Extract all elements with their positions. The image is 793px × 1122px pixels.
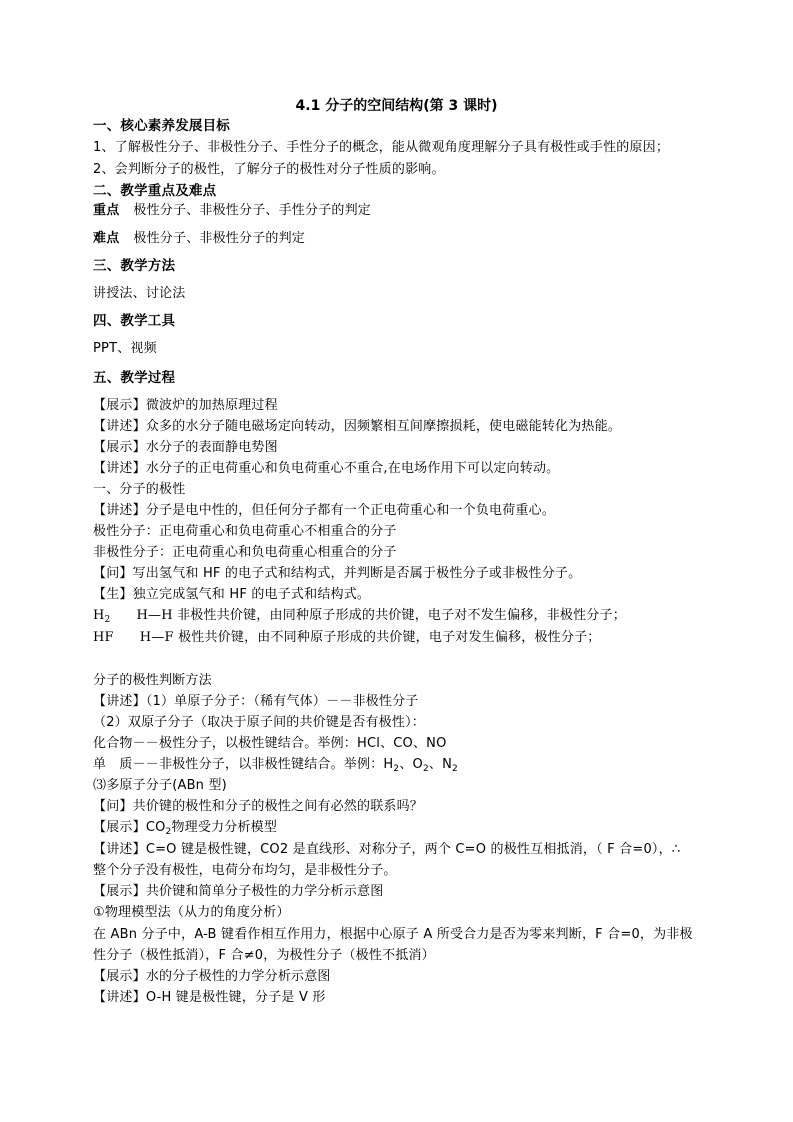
line-tag: 【讲述】 [93,419,146,434]
hf-formula: HF [93,630,114,645]
physical-model-heading: ①物理模型法（从力的角度分析） [93,905,290,920]
line-text: 众多的水分子随电磁场定向转动，因频繁相互间摩擦损耗，使电磁能转化为热能。 [145,419,622,434]
abn-explanation-1: 在 ABn 分子中，A-B 键看作相互作用力，根据中心原子 A 所受合力是否为零来判断，F 合=0，为非极 [93,927,693,942]
process-line [93,501,555,521]
teaching-method-text: 讲授法、讨论法 [93,286,186,301]
key-point-text: 极性分子、非极性分子、手性分子的判定 [133,203,372,218]
process-line [93,840,680,860]
hf-analysis-line [93,628,600,648]
goal-item-2: 2、会判断分子的极性，了解分子的极性对分子性质的影响。 [93,162,445,177]
abn-explanation-2: 性分子（极性抵消），F 合≠0，为极性分子（极性不抵消） [93,948,435,963]
line-tag: 【展示】 [93,398,146,413]
teaching-tools-text: PPT、视频 [93,341,157,356]
line-tag: 【生】 [93,587,133,602]
line-text: 水分子的正电荷重心和负电荷重心不重合,在电场作用下可以定向转动。 [145,461,560,476]
line-text: 微波炉的加热原理过程 [145,398,278,413]
definition-nonpolar: 非极性分子：正电荷重心和负电荷重心相重合的分子 [93,545,397,560]
line-text: 共价键和简单分子极性的力学分析示意图 [145,884,384,899]
line-text: 水分子的表面静电势图 [145,440,278,455]
section-2-heading: 二、教学重点及难点 [93,183,217,199]
subsection-polarity: 一、分子的极性 [93,482,186,497]
line-tag: 【讲述】 [93,694,146,709]
line-text: 独立完成氢气和 HF 的电子式和结构式。 [132,587,371,602]
process-line [93,459,559,479]
key-point-label: 重点 [93,203,120,218]
line-text: C=O 键是极性键，CO2 是直线形、对称分子，两个 C=O 的极性互相抵消，（ F 合=0），∴ [145,842,681,857]
process-line [93,797,423,817]
definition-polar: 极性分子：正电荷重心和负电荷重心不相重合的分子 [93,524,397,539]
document-title: 4.1 分子的空间结构(第 3 课时) [295,98,498,114]
line-text: （1）单原子分子：（稀有气体）－－非极性分子 [145,694,419,709]
process-line [93,967,331,987]
line-text: 分子是电中性的，但任何分子都有一个正电荷重心和一个负电荷重心。 [145,503,556,518]
element-line: 单 质－－非极性分子，以非极性键结合。举例：$H_2$、$O_2$、$N_2$ [93,757,458,774]
goal-item-1: 1、了解极性分子、非极性分子、手性分子的概念，能从微观角度理解分子具有极性或手性的原因； [93,140,670,155]
diatomic-heading: （2）双原子分子（取决于原子间的共价键是否有极性）： [93,715,425,730]
process-line [93,585,370,605]
process-line [93,988,326,1008]
process-line [93,882,383,902]
line-tag: 【问】 [93,799,133,814]
line-tag: 【讲述】 [93,461,146,476]
section-3-heading: 三、教学方法 [93,258,176,274]
h2-analysis-line [93,606,626,626]
section-1-heading: 一、核心素养发展目标 [93,118,230,134]
line-text: O-H 键是极性键，分子是 V 形 [145,990,326,1005]
line-tag: 【讲述】 [93,990,146,1005]
polarity-method-heading: 分子的极性判断方法 [93,673,212,688]
difficult-point-label: 难点 [93,231,120,246]
line-tag: 【讲述】 [93,842,146,857]
line-tag: 【展示】 [93,820,146,835]
hf-description: 极性共价键，由不同种原子形成的共价键，电子对发生偏移，极性分子； [178,630,601,645]
hf-structure: H—F [139,630,174,645]
h2-description: 非极性共价键，由同种原子形成的共价键，电子对不发生偏移，非极性分子； [177,608,626,623]
difficult-point-line [93,229,305,249]
h2-structure: H—H [136,608,173,623]
process-line: 【展示】$CO_2$物理受力分析模型 [93,820,278,837]
process-line [93,564,581,584]
process-line [93,692,418,712]
key-point-line [93,201,371,221]
line-text: 写出氢气和 HF 的电子式和结构式，并判断是否属于极性分子或非极性分子。 [132,566,582,581]
process-line [93,417,621,437]
line-tag: 【展示】 [93,969,146,984]
line-text: 水的分子极性的力学分析示意图 [145,969,331,984]
line-tag: 【讲述】 [93,503,146,518]
line-text: 共价键的极性和分子的极性之间有必然的联系吗？ [132,799,424,814]
compound-line: 化合物－－极性分子，以极性键结合。举例：HCl、CO、NO [93,736,447,751]
process-line [93,438,278,458]
co2-conclusion: 整个分子没有极性，电荷分布均匀，是非极性分子。 [93,863,397,878]
line-tag: 【问】 [93,566,133,581]
difficult-point-text: 极性分子、非极性分子的判定 [133,231,306,246]
section-5-heading: 五、教学过程 [93,370,176,386]
line-tag: 【展示】 [93,440,146,455]
h2-formula: $H_2$ [93,608,111,625]
line-tag: 【展示】 [93,884,146,899]
process-line [93,396,278,416]
polyatomic-heading: ⑶多原子分子(ABn 型) [93,778,227,793]
section-4-heading: 四、教学工具 [93,313,176,329]
